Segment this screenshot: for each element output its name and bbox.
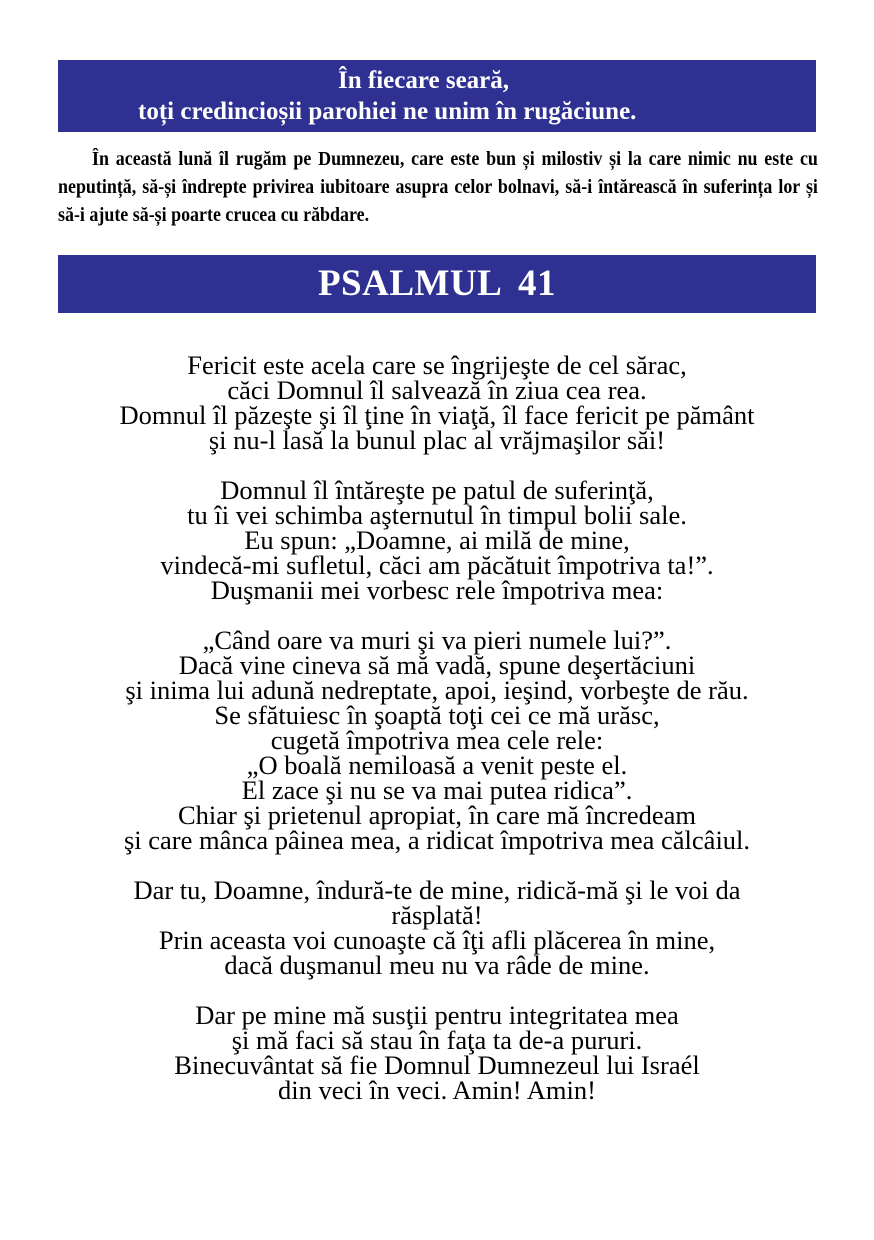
verse-line: „Când oare va muri şi va pieri numele lui?”. — [202, 625, 672, 655]
verse-line: Dacă vine cineva să mă vadă, spune deşertăciuni — [178, 650, 696, 680]
psalm-text — [40, 350, 834, 1128]
header-line-1: În fiecare seară, — [338, 67, 510, 94]
verse-line: şi mă faci să stau în faţa ta de-a pururi. — [231, 1025, 643, 1055]
header-line-2: toți credincioșii parohiei ne unim în rugăciune. — [138, 98, 637, 125]
intro-paragraph: În această lună îl rugăm pe Dumnezeu, care este bun și milostiv și la care nimic nu este cu neputință, să-și îndrepte privirea iubitoare asupra celor bolnavi, să-i întărească în suferința lor și să-i ajute să-și poarte crucea cu răbdare. — [58, 149, 818, 226]
verse-line: El zace şi nu se va mai putea ridica”. — [241, 775, 633, 805]
verse-line: Fericit este acela care se îngrijeşte de cel sărac, — [187, 350, 687, 380]
verse-line: Domnul îl păzeşte şi îl ţine în viaţă, îl face fericit pe pământ — [119, 400, 755, 430]
verse-line: vindecă-mi sufletul, căci am păcătuit împotriva ta!”. — [160, 550, 714, 580]
header-banner — [58, 60, 816, 132]
verse-line: dacă duşmanul meu nu va râde de mine. — [224, 950, 650, 980]
stanza-5 — [40, 1000, 834, 1105]
verse-line: din veci în veci. Amin! Amin! — [278, 1075, 596, 1105]
verse-line: Se sfătuiesc în şoaptă toţi cei ce mă urăsc, — [214, 700, 660, 730]
verse-line: căci Domnul îl salvează în ziua cea rea. — [227, 375, 647, 405]
verse-line: şi inima lui adună nedreptate, apoi, ieşind, vorbeşte de rău. — [125, 675, 749, 705]
verse-line: Duşmanii mei vorbesc rele împotriva mea: — [210, 575, 664, 605]
stanza-3 — [40, 625, 834, 855]
verse-line: Dar tu, Doamne, îndură-te de mine, ridică-mă şi le voi da — [133, 875, 741, 905]
verse-line: şi care mânca pâinea mea, a ridicat împotriva mea călcâiul. — [123, 825, 751, 855]
stanza-4 — [40, 875, 834, 980]
verse-line: şi nu-l lasă la bunul plac al vrăjmaşilor săi! — [208, 425, 666, 455]
verse-line: tu îi vei schimba aşternutul în timpul bolii sale. — [187, 500, 687, 530]
psalm-title-banner — [58, 255, 816, 313]
verse-line: Prin aceasta voi cunoaşte că îţi afli plăcerea în mine, — [158, 925, 716, 955]
verse-line: răsplată! — [391, 900, 483, 930]
stanza-2 — [40, 475, 834, 605]
verse-line: Domnul îl întăreşte pe patul de suferinţă, — [220, 475, 654, 505]
psalm-title: PSALMUL 41 — [317, 263, 557, 304]
verse-line: „O boală nemiloasă a venit peste el. — [246, 750, 628, 780]
stanza-1 — [40, 350, 834, 455]
verse-line: Chiar şi prietenul apropiat, în care mă încredeam — [177, 800, 696, 830]
verse-line: Binecuvântat să fie Domnul Dumnezeul lui Israél — [174, 1050, 700, 1080]
verse-line: Dar pe mine mă susţii pentru integritatea mea — [195, 1000, 679, 1030]
verse-line: Eu spun: „Doamne, ai milă de mine, — [244, 525, 630, 555]
verse-line: cugetă împotriva mea cele rele: — [270, 725, 604, 755]
